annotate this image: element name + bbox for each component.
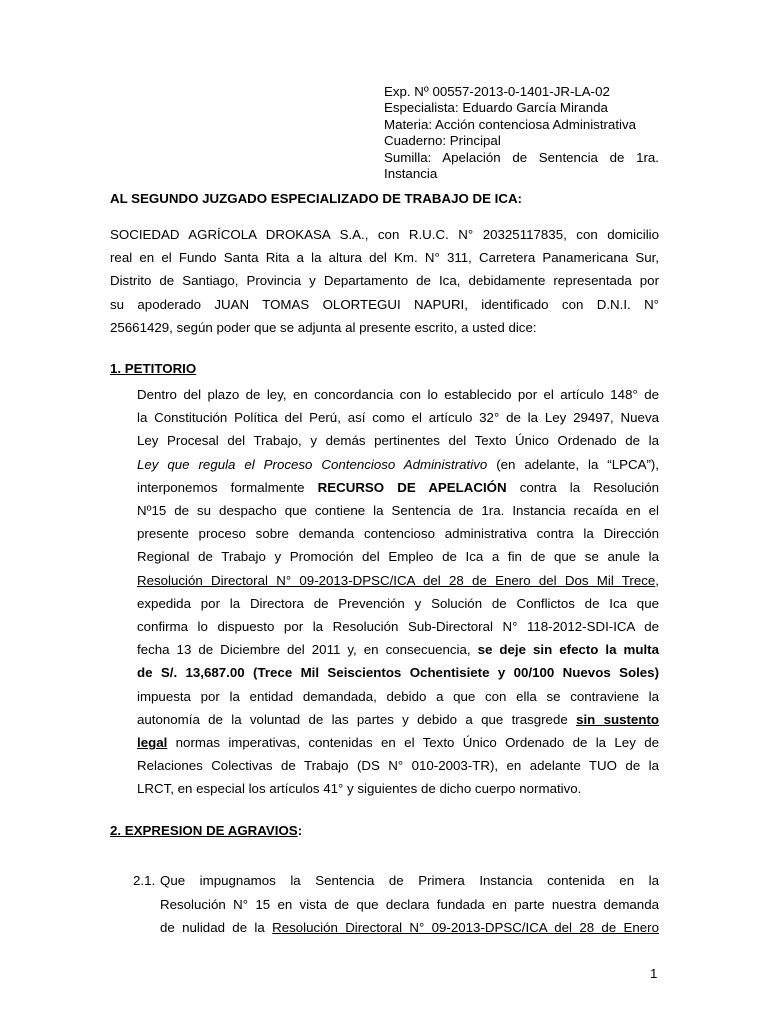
line-text: contra la Resolución (506, 479, 659, 495)
subject-matter: Materia: Acción contenciosa Administrativa (384, 116, 637, 132)
intro-line: Distrito de Santiago, Provincia y Departamento de Ica, debidamente representada por (110, 273, 659, 289)
resolution-reference: Resolución Directoral N° 09-2013-DPSC/ICA del 28 de Enero del Dos Mil Trece (137, 572, 656, 588)
specialist: Especialista: Eduardo García Miranda (384, 100, 608, 116)
case-number: Exp. Nº 00557-2013-0-1401-JR-LA-02 (384, 84, 610, 99)
paragraph-line: Que impugnamos la Sentencia de Primera Instancia contenida en la (160, 873, 659, 888)
paragraph-line: LRCT, en especial los artículos 41° y siguientes de dicho cuerpo normativo. (137, 781, 582, 797)
summary-line-2: Instancia (384, 166, 438, 182)
paragraph-line: confirma lo dispuesto por la Resolución Sub-Directoral N° 118-2012-SDI-ICA de (137, 619, 659, 635)
paragraph-line: la Constitución Política del Perú, así como el artículo 32° de la Ley 29497, Nueva (137, 410, 659, 426)
paragraph-line: impuesta por la entidad demandada, debido a que con ella se contraviene la (137, 688, 659, 704)
paragraph-line: expedida por la Directora de Prevención y Solución de Conflictos de Ica que (137, 595, 659, 611)
notebook: Cuaderno: Principal (384, 133, 501, 149)
intro-line: 25661429, según poder que se adjunta al presente escrito, a usted dice: (110, 319, 537, 335)
summary-line-1: Sumilla: Apelación de Sentencia de 1ra. (384, 149, 659, 165)
paragraph-line: Dentro del plazo de ley, en concordancia con lo establecido por el artículo 148° de (137, 387, 659, 402)
item-number: 2.1. (133, 873, 156, 888)
paragraph-line: Nº15 de su despacho que contiene la Sentencia de 1ra. Instancia recaída en el (137, 503, 659, 519)
paragraph-line (137, 708, 659, 731)
line-text: normas imperativas, contenidas en el Texto Único Ordenado de la Ley de (167, 735, 659, 751)
lpca-law-name: Ley que regula el Proceso Contencioso Administrativo (137, 456, 488, 472)
emphasis-legal: legal (137, 735, 168, 751)
paragraph-line: Relaciones Colectivas de Trabajo (DS N° 010-2003-TR), en adelante TUO de la (137, 758, 659, 774)
paragraph-line: Resolución N° 15 en vista de que declara fundada en parte nuestra demanda (160, 896, 659, 912)
case-header (384, 84, 659, 182)
line-text: (en adelante, la “LPCA”), (487, 456, 659, 472)
paragraph-line (137, 569, 659, 592)
paragraph-line (160, 916, 659, 940)
intro-line: real en el Fundo Santa Rita a la altura del Km. N° 311, Carretera Panamericana Sur, (110, 250, 659, 266)
page-number: 1 (650, 966, 658, 981)
petitorio-paragraph (137, 383, 659, 801)
item-text (160, 869, 659, 940)
line-text: autonomía de la voluntad de las partes y debido a que trasgrede (137, 711, 577, 727)
line-text: interponemos formalmente (137, 479, 318, 495)
paragraph-line (137, 638, 659, 661)
section-1-title: 1. PETITORIO (110, 361, 197, 376)
intro-paragraph (110, 223, 659, 339)
paragraph-line: Regional de Trabajo y Promoción del Empleo de Ica a fin de que se anule la (137, 549, 659, 565)
line-text: de nulidad de la (160, 920, 273, 936)
intro-line: SOCIEDAD AGRÍCOLA DROKASA S.A., con R.U.C. N° 20325117835, con domicilio (110, 227, 659, 242)
section-2-title (110, 823, 302, 838)
section-2-title-colon: : (297, 823, 303, 838)
paragraph-line: Ley Procesal del Trabajo, y demás pertinentes del Texto Único Ordenado de la (137, 433, 659, 449)
addressee-heading: AL SEGUNDO JUZGADO ESPECIALIZADO DE TRABAJO DE ICA: (110, 191, 522, 206)
paragraph-line (137, 731, 659, 754)
fine-annulment: se deje sin efecto la multa (477, 642, 659, 658)
section-2-title-text: 2. EXPRESION DE AGRAVIOS (110, 823, 298, 838)
fine-amount: de S/. 13,687.00 (Trece Mil Seiscientos Ochentisiete y 00/100 Nuevos Soles) (137, 665, 659, 681)
paragraph-line: presente proceso sobre demanda contencioso administrativa contra la Dirección (137, 526, 659, 542)
resolution-reference: Resolución Directoral N° 09-2013-DPSC/ICA del 28 de Enero (272, 920, 660, 936)
emphasis-unsupported: sin sustento (576, 711, 659, 727)
intro-line: su apoderado JUAN TOMAS OLORTEGUI NAPURI, identificado con D.N.I. N° (110, 296, 659, 312)
line-text: fecha 13 de Diciembre del 2011 y, en consecuencia, (137, 642, 478, 658)
appeal-remedy: RECURSO DE APELACIÓN (317, 479, 507, 495)
paragraph-line (137, 453, 659, 476)
line-text: , (655, 572, 659, 588)
paragraph-line (137, 476, 659, 499)
